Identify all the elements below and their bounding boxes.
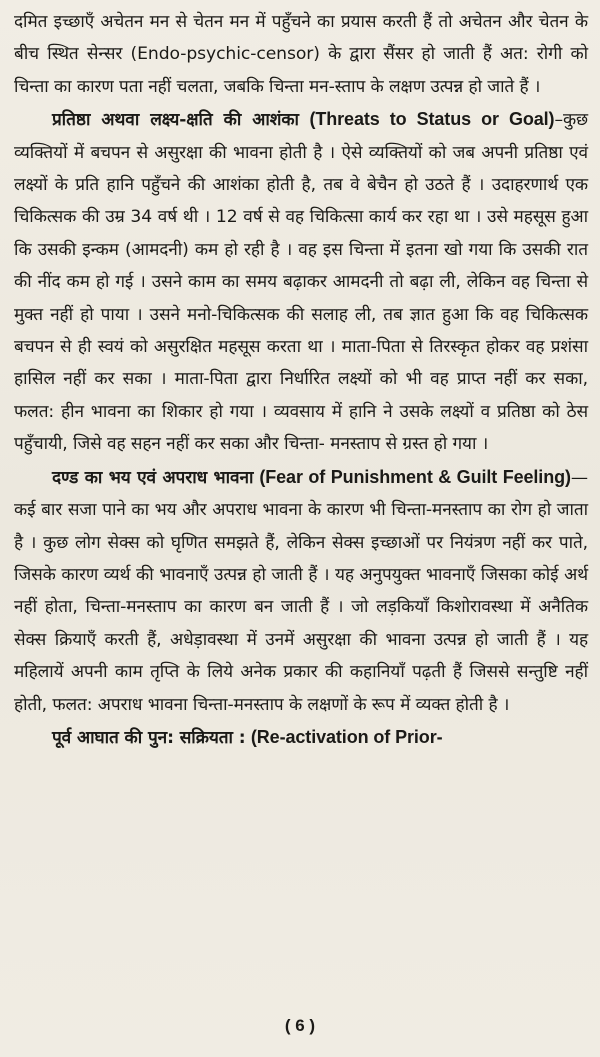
paragraph-repressed-desires: [14, 6, 588, 103]
paragraph-reactivation: [14, 721, 588, 754]
section-heading-english: (Re-activation of Prior-: [250, 726, 443, 747]
section-heading-hindi: पूर्व आघात की पुन: सक्रियता :: [52, 727, 246, 748]
paragraph-text: –कुछ व्यक्तियों में बचपन से असुरक्षा की भावना होती है । ऐसे व्यक्तियों को जब अपनी प्रतिष्ठा एवं लक्ष्यों के प्रति हानि पहुँचने की आशंका होती है, तब वे बेचैन हो उठते हैं । उदाहरणार्थ एक चिकित्सक की उम्र 34 वर्ष थी । 12 वर्ष से वह चिकित्सा कार्य कर रहा था । उसे महसूस हुआ कि उसकी इन्कम (आमदनी) कम हो रही है । वह इस चिन्ता में इतना खो गया कि उसकी रात की नींद कम हो गई । उसने काम का समय बढ़ाकर आमदनी तो बढ़ा ली, लेकिन वह चिन्ता से मुक्त नहीं हो पाया । उसने मनो-चिकित्सक की सलाह ली, तब ज्ञात हुआ कि वह चिकित्सक बचपन से ही स्वयं को असुरक्षित महसूस करता था । माता-पिता से तिरस्कृत होकर वह प्रशंसा हासिल नहीं कर सका । माता-पिता द्वारा निर्धारित लक्ष्यों को भी वह प्राप्त नहीं कर सका, फलत: हीन भावना का शिकार हो गया । व्यवसाय में हानि ने उसके लक्ष्यों व प्रतिष्ठा को ठेस पहुँचायी, जिसे वह सहन नहीं कर सका और चिन्ता- मनस्ताप से ग्रस्त हो गया ।: [14, 110, 588, 455]
paragraph-fear-of-punishment: [14, 461, 588, 721]
page-number: ( 6 ): [284, 1016, 316, 1035]
section-heading-english: (Threats to Status or Goal): [309, 109, 555, 130]
paragraph-text: —कई बार सजा पाने का भय और अपराध भावना के कारण भी चिन्ता-मनस्ताप का रोग हो जाता है । कुछ लोग सेक्स को घृणित समझते हैं, लेकिन सेक्स इच्छाओं पर नियंत्रण नहीं कर पाते, जिसके कारण व्यर्थ की भावनाएँ उत्पन्न हो जाती हैं । यह अनुपयुक्त भावनाएँ जिसका कोई अर्थ नहीं होता, चिन्ता-मनस्ताप का कारण बन जाती हैं । जो लड़कियाँ किशोरावस्था में अनैतिक सेक्स क्रियाएँ करती हैं, अधेड़ावस्था में उनमें असुरक्षा की भावना उत्पन्न हो जाती हैं । यह महिलायें अपनी काम तृप्ति के लिये अनेक प्रकार की कहानियाँ पढ़ती हैं जिससे सन्तुष्टि नहीं होती, फलत: अपराध भावना चिन्ता-मनस्ताप के लक्षणों के रूप में व्यक्त होती है ।: [14, 467, 588, 715]
paragraph-text: दमित इच्छाएँ अचेतन मन से चेतन मन में पहुँचने का प्रयास करती हैं तो अचेतन और चेतन के बीच स्थित सेन्सर (Endo-psychic-censor) के द्वारा सैंसर हो जाती हैं अत: रोगी को चिन्ता का कारण पता नहीं चलता, जबकि चिन्ता मन-स्ताप के लक्षण उत्पन्न हो जाते हैं ।: [14, 12, 588, 97]
section-heading-hindi: प्रतिष्ठा अथवा लक्ष्य-क्षति की आशंका: [52, 110, 299, 131]
section-heading-english: (Fear of Punishment & Guilt Feeling): [259, 466, 571, 487]
paragraph-threats-to-status: [14, 103, 588, 460]
section-heading-hindi: दण्ड का भय एवं अपराध भावना: [52, 467, 254, 488]
